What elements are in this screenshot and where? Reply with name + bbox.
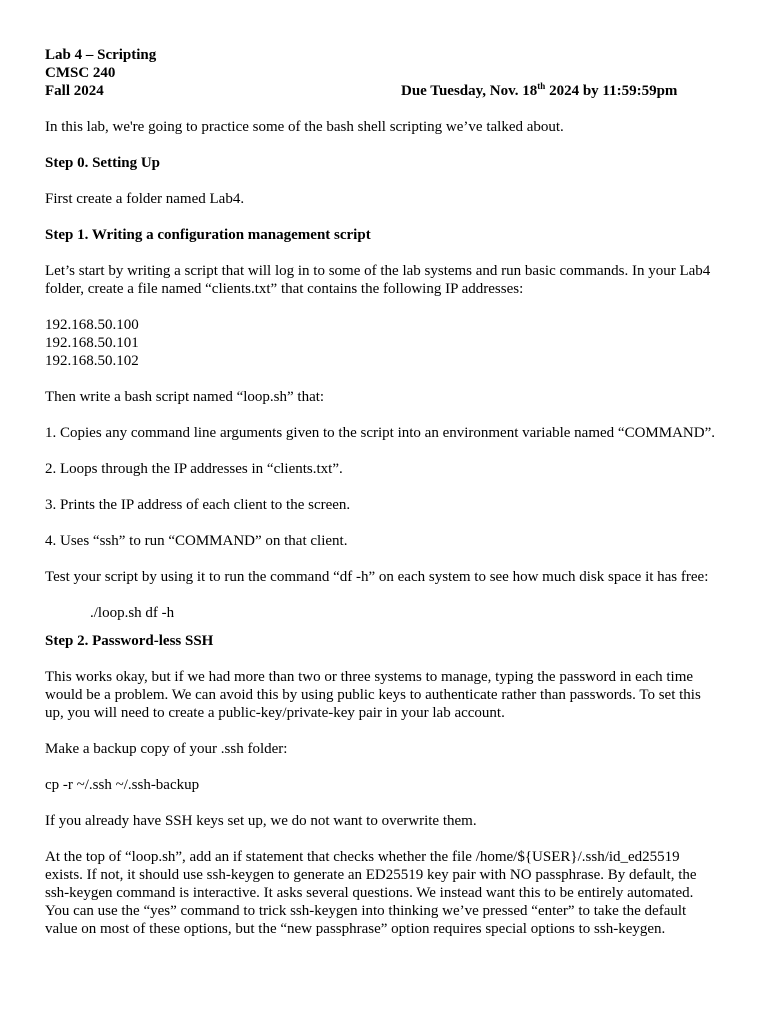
step1-para-line: Let’s start by writing a script that will log in to some of the lab systems and run basic commands. In your Lab4 xyxy=(45,263,711,279)
term: Fall 2024 xyxy=(45,83,104,99)
backup-command: cp -r ~/.ssh ~/.ssh-backup xyxy=(45,777,200,793)
overwrite-text: If you already have SSH keys set up, we do not want to overwrite them. xyxy=(45,813,477,829)
due-suffix: 2024 by 11:59:59pm xyxy=(545,83,678,99)
due-date xyxy=(401,82,735,100)
step1-para-line: folder, create a file named “clients.txt” that contains the following IP addresses: xyxy=(45,281,524,297)
ip-address: 192.168.50.100 xyxy=(45,317,139,333)
ip-address: 192.168.50.101 xyxy=(45,335,139,351)
list-item: 2. Loops through the IP addresses in “clients.txt”. xyxy=(45,461,343,477)
step0-text: First create a folder named Lab4. xyxy=(45,191,245,207)
backup-text: Make a backup copy of your .ssh folder: xyxy=(45,741,288,757)
list-item: 4. Uses “ssh” to run “COMMAND” on that client. xyxy=(45,533,348,549)
step2-para2-line: You can use the “yes” command to trick ssh-keygen into thinking we’ve pressed “enter” to take the default xyxy=(45,903,687,919)
step2-heading: Step 2. Password-less SSH xyxy=(45,633,214,649)
due-prefix: Due Tuesday, Nov. 18 xyxy=(401,83,538,99)
list-item: 1. Copies any command line arguments given to the script into an environment variable named “COMMAND”. xyxy=(45,425,715,441)
step2-para-line: up, you will need to create a public-key/private-key pair in your lab account. xyxy=(45,705,505,721)
step1-heading: Step 1. Writing a configuration management script xyxy=(45,227,371,243)
lab-title: Lab 4 – Scripting xyxy=(45,47,157,63)
step0-heading: Step 0. Setting Up xyxy=(45,155,161,171)
intro-paragraph: In this lab, we're going to practice some of the bash shell scripting we’ve talked about. xyxy=(45,119,564,135)
list-item: 3. Prints the IP address of each client to the screen. xyxy=(45,497,351,513)
step2-para2-line: exists. If not, it should use ssh-keygen to generate an ED25519 key pair with NO passphrase. By default, the xyxy=(45,867,697,883)
loop-intro: Then write a bash script named “loop.sh” that: xyxy=(45,389,325,405)
step2-para2-line: value on most of these options, but the “new passphrase” option requires special options to ssh-keygen. xyxy=(45,921,666,937)
test-text: Test your script by using it to run the command “df -h” on each system to see how much disk space it has free: xyxy=(45,569,709,585)
course-code: CMSC 240 xyxy=(45,65,116,81)
document-page xyxy=(45,46,735,938)
step2-para-line: would be a problem. We can avoid this by using public keys to authenticate rather than passwords. To set this xyxy=(45,687,701,703)
step2-para2-line: At the top of “loop.sh”, add an if statement that checks whether the file /home/${USER}/.ssh/id_ed25519 xyxy=(45,849,680,865)
term-due-line xyxy=(45,82,735,100)
step2-para-line: This works okay, but if we had more than two or three systems to manage, typing the password in each time xyxy=(45,669,694,685)
due-superscript: th xyxy=(537,81,546,91)
command-example: ./loop.sh df -h xyxy=(90,605,175,621)
step2-para2-line: ssh-keygen command is interactive. It asks several questions. We instead want this to be entirely automated. xyxy=(45,885,694,901)
ip-address: 192.168.50.102 xyxy=(45,353,139,369)
